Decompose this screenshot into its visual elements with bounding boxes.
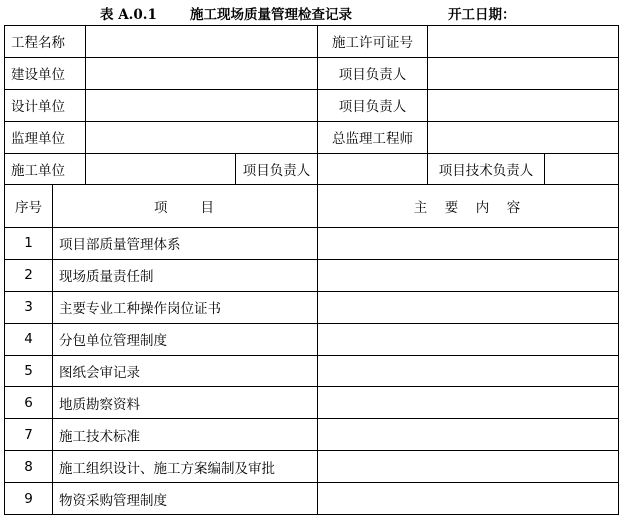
construction-leader-value[interactable] <box>428 57 619 89</box>
row-item-name: 物资采购管理制度 <box>53 483 318 515</box>
column-header-row <box>5 185 619 228</box>
row-item-name: 施工技术标准 <box>53 419 318 451</box>
row-number: 7 <box>5 419 53 451</box>
row-number: 6 <box>5 387 53 419</box>
row-item-name: 现场质量责任制 <box>53 259 318 291</box>
table-row <box>5 323 619 355</box>
table-row <box>5 419 619 451</box>
table-row <box>5 227 619 259</box>
design-leader-label: 项目负责人 <box>318 89 428 121</box>
row-construction-unit <box>5 57 619 89</box>
construction-unit-value[interactable] <box>86 57 318 89</box>
row-item-name: 图纸会审记录 <box>53 355 318 387</box>
row-content-cell[interactable] <box>318 451 619 483</box>
row-item-name: 施工组织设计、施工方案编制及审批 <box>53 451 318 483</box>
row-content-cell[interactable] <box>318 483 619 515</box>
construction-unit-label: 建设单位 <box>5 57 86 89</box>
row-number: 9 <box>5 483 53 515</box>
chief-supervisor-value[interactable] <box>428 121 619 153</box>
col-header-no: 序号 <box>5 185 53 228</box>
project-name-label: 工程名称 <box>5 26 86 58</box>
row-item-name: 分包单位管理制度 <box>53 323 318 355</box>
row-content-cell[interactable] <box>318 291 619 323</box>
design-unit-label: 设计单位 <box>5 89 86 121</box>
table-row <box>5 483 619 515</box>
permit-no-value[interactable] <box>428 26 619 58</box>
table-row <box>5 355 619 387</box>
row-content-cell[interactable] <box>318 355 619 387</box>
form-title <box>0 3 621 23</box>
construction-leader-label: 项目负责人 <box>318 57 428 89</box>
col-header-item: 项 目 <box>53 185 318 228</box>
supervision-unit-label: 监理单位 <box>5 121 86 153</box>
row-content-cell[interactable] <box>318 419 619 451</box>
row-number: 5 <box>5 355 53 387</box>
table-row <box>5 259 619 291</box>
table-row <box>5 291 619 323</box>
technical-leader-value[interactable] <box>545 153 619 185</box>
col-header-content: 主 要 内 容 <box>318 185 619 228</box>
row-number: 3 <box>5 291 53 323</box>
contractor-unit-value[interactable] <box>86 153 236 185</box>
permit-no-label: 施工许可证号 <box>318 26 428 58</box>
row-number: 8 <box>5 451 53 483</box>
row-content-cell[interactable] <box>318 387 619 419</box>
table-name: 施工现场质量管理检查记录 <box>190 7 352 23</box>
row-design-unit <box>5 89 619 121</box>
row-contractor-unit <box>5 153 619 185</box>
row-number: 1 <box>5 227 53 259</box>
row-content-cell[interactable] <box>318 259 619 291</box>
row-number: 2 <box>5 259 53 291</box>
design-leader-value[interactable] <box>428 89 619 121</box>
supervision-unit-value[interactable] <box>86 121 318 153</box>
start-date-label: 开工日期： <box>448 7 516 23</box>
quality-check-table <box>4 25 619 515</box>
design-unit-value[interactable] <box>86 89 318 121</box>
project-name-value[interactable] <box>86 26 318 58</box>
table-row <box>5 451 619 483</box>
chief-supervisor-label: 总监理工程师 <box>318 121 428 153</box>
row-content-cell[interactable] <box>318 227 619 259</box>
contractor-unit-label: 施工单位 <box>5 153 86 185</box>
row-item-name: 地质勘察资料 <box>53 387 318 419</box>
row-project-name <box>5 26 619 58</box>
row-number: 4 <box>5 323 53 355</box>
row-item-name: 主要专业工种操作岗位证书 <box>53 291 318 323</box>
contractor-leader-label: 项目负责人 <box>236 153 318 185</box>
table-row <box>5 387 619 419</box>
row-content-cell[interactable] <box>318 323 619 355</box>
technical-leader-label: 项目技术负责人 <box>428 153 545 185</box>
contractor-leader-value[interactable] <box>318 153 428 185</box>
table-code: 表 A.0.1 <box>100 7 157 23</box>
row-supervision-unit <box>5 121 619 153</box>
row-item-name: 项目部质量管理体系 <box>53 227 318 259</box>
